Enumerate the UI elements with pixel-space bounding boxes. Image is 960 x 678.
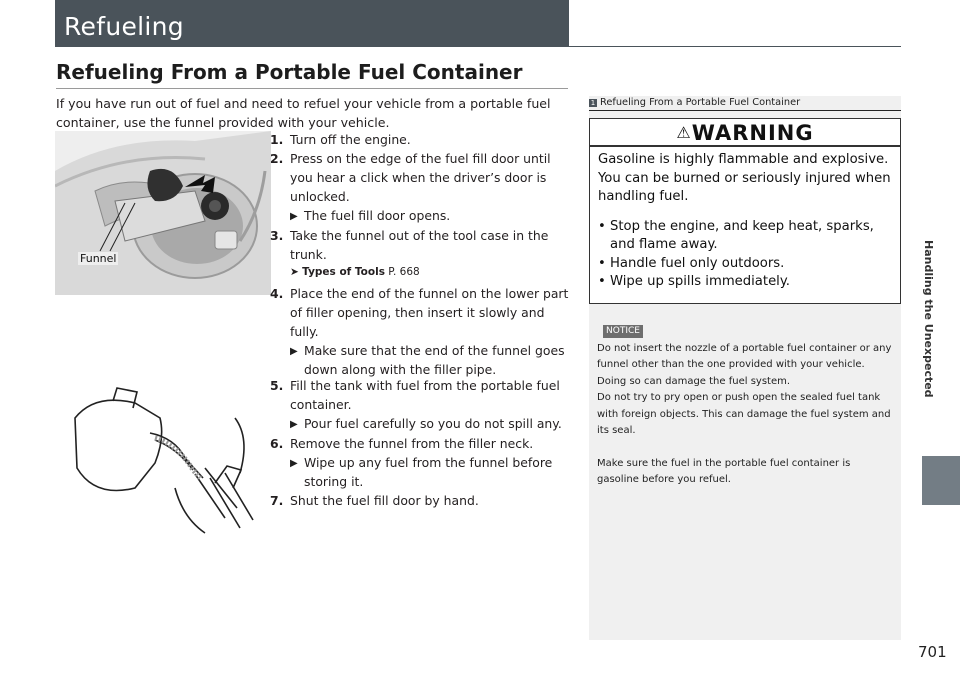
- step-5: [270, 376, 570, 414]
- reference-arrow-icon: ➤: [290, 266, 299, 278]
- warning-bullet-text: Stop the engine, and keep heat, sparks, and flame away.: [610, 218, 874, 252]
- cross-reference-link[interactable]: [290, 264, 570, 281]
- step-number: 4.: [270, 286, 284, 301]
- side-tab-marker: [922, 456, 960, 505]
- step-3: [270, 226, 570, 264]
- step-4-result: [290, 341, 570, 379]
- warning-bullet: • Stop the engine, and keep heat, sparks, and flame away.: [598, 218, 894, 255]
- side-tab-label: Handling the Unexpected: [922, 240, 935, 398]
- result-text: The fuel fill door opens.: [304, 208, 451, 223]
- step-number: 3.: [270, 228, 284, 243]
- step-number: 5.: [270, 378, 284, 393]
- warning-text: Gasoline is highly flammable and explosive. You can be burned or seriously injured when handling fuel.: [598, 152, 891, 204]
- triangle-bullet-icon: ▶: [290, 346, 298, 357]
- step-text: Place the end of the funnel on the lower part of filler opening, then insert it slowly and fully.: [290, 286, 569, 339]
- reference-title: Types of Tools: [302, 266, 385, 278]
- step-number: 6.: [270, 436, 284, 451]
- step-text: Take the funnel out of the tool case in the trunk.: [290, 228, 549, 262]
- step-2-result: [290, 206, 570, 226]
- step-number: 2.: [270, 151, 284, 166]
- triangle-bullet-icon: ▶: [290, 458, 298, 469]
- result-text: Make sure that the end of the funnel goes down along with the filler pipe.: [304, 343, 565, 377]
- sidebar-note: Make sure the fuel in the portable fuel container is gasoline before you refuel.: [597, 458, 851, 486]
- step-text: Turn off the engine.: [290, 132, 411, 147]
- chapter-side-tab[interactable]: [922, 240, 944, 450]
- fuel-door-funnel-illustration: [55, 131, 271, 295]
- warning-bullet-text: Wipe up spills immediately.: [610, 274, 790, 289]
- result-text: Wipe up any fuel from the funnel before storing it.: [304, 455, 553, 489]
- step-1: [270, 130, 570, 149]
- warning-bullet: • Wipe up spills immediately.: [598, 273, 894, 292]
- sidebar-heading: [589, 97, 800, 109]
- sidebar-heading-text: Refueling From a Portable Fuel Container: [600, 97, 801, 108]
- warning-bullet: • Handle fuel only outdoors.: [598, 255, 894, 274]
- step-7: [270, 491, 570, 510]
- step-4: [270, 284, 570, 341]
- step-6: [270, 434, 570, 453]
- step-6-result: [290, 453, 570, 491]
- notice-badge: NOTICE: [603, 325, 643, 338]
- portable-fuel-container-illustration: [55, 378, 271, 538]
- intro-paragraph: If you have run out of fuel and need to refuel your vehicle from a portable fuel container, use the funnel provided with your vehicle.: [56, 96, 551, 130]
- section-title: Refueling From a Portable Fuel Container: [56, 60, 523, 84]
- reference-page: P. 668: [388, 266, 420, 278]
- step-text: Fill the tank with fuel from the portable fuel container.: [290, 378, 560, 412]
- steps-list-1: [270, 130, 570, 379]
- steps-list-2: [270, 376, 570, 510]
- warning-bullet-text: Handle fuel only outdoors.: [610, 255, 785, 271]
- notice-paragraph: Do not insert the nozzle of a portable fuel container or any funnel other than the one provided with your vehicle. Doing so can damage the fuel system.: [597, 343, 892, 387]
- note-marker-icon: 1: [590, 99, 596, 107]
- step-text: Remove the funnel from the filler neck.: [290, 436, 534, 451]
- funnel-callout-label: Funnel: [80, 252, 117, 265]
- triangle-bullet-icon: ▶: [290, 211, 298, 222]
- result-text: Pour fuel carefully so you do not spill any.: [304, 416, 562, 431]
- step-number: 1.: [270, 132, 284, 147]
- step-number: 7.: [270, 493, 284, 508]
- triangle-bullet-icon: ▶: [290, 419, 298, 430]
- chapter-title: Refueling: [64, 12, 184, 41]
- step-5-result: [290, 414, 570, 434]
- sidebar-heading-rule: [589, 110, 901, 111]
- warning-title: [590, 119, 900, 147]
- notice-text: [597, 341, 893, 439]
- warning-title-text: WARNING: [691, 121, 814, 145]
- header-rule: [55, 46, 901, 47]
- notice-paragraph: Do not try to pry open or push open the sealed fuel tank with foreign objects. This can damage the fuel system and its seal.: [597, 392, 891, 437]
- page-number: 701: [918, 643, 947, 661]
- step-text: Press on the edge of the fuel fill door until you hear a click when the driver’s door is unlocked.: [290, 151, 551, 204]
- warning-triangle-icon: ⚠: [676, 123, 692, 142]
- step-2: [270, 149, 570, 206]
- warning-content: [598, 151, 894, 292]
- step-text: Shut the fuel fill door by hand.: [290, 493, 479, 508]
- section-rule: [56, 88, 568, 89]
